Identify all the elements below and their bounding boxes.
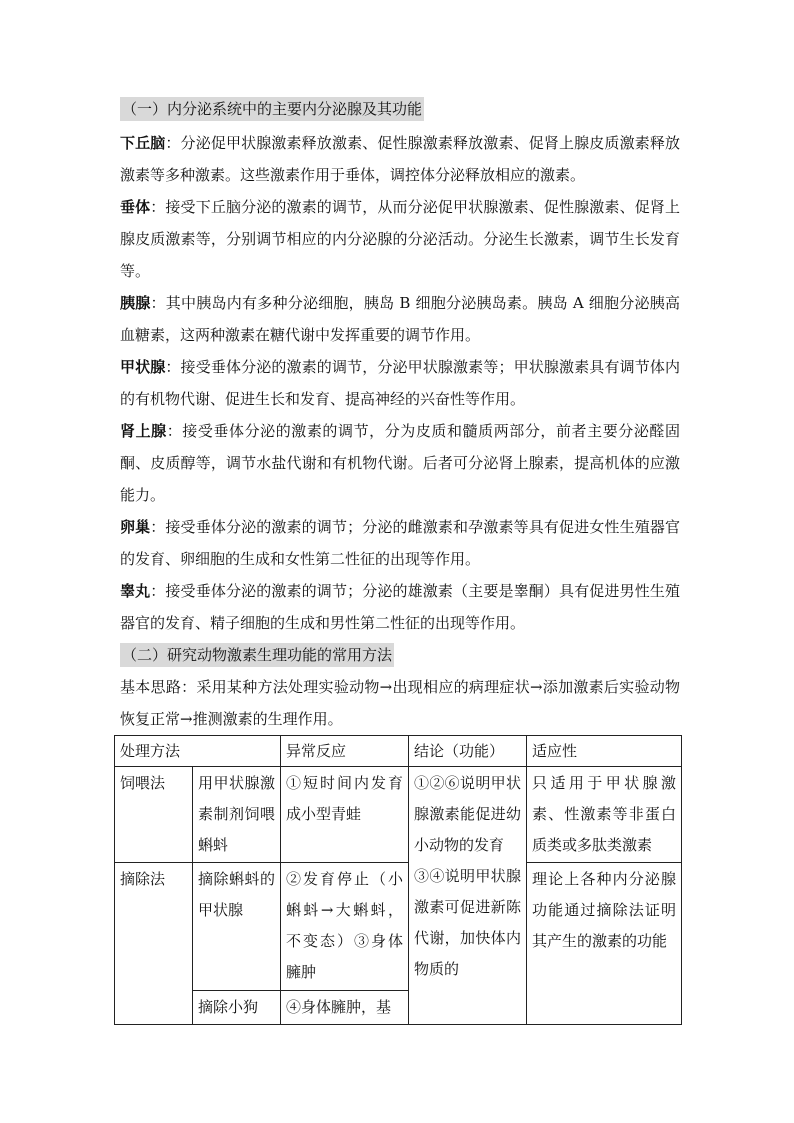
gland-term: 睾丸 xyxy=(120,582,151,600)
applicability-feeding: 只适用于甲状腺激素、性激素等非蛋白质类或多肽类激素 xyxy=(527,767,682,863)
gland-hypothalamus xyxy=(120,127,680,191)
gland-term: 肾上腺 xyxy=(120,422,167,440)
gland-ovary xyxy=(120,511,680,575)
gland-text: ：分泌促甲状腺激素释放激素、促性腺激素释放激素、促肾上腺皮质激素释放激素等多种激素。这些激素作用于垂体，调控体分泌释放相应的激素。 xyxy=(120,134,680,184)
treatment-removal-tadpole: 摘除蝌蚪的甲状腺 xyxy=(193,863,281,991)
section1-heading-wrap xyxy=(120,97,680,121)
header-applicability: 适应性 xyxy=(527,736,682,767)
method-removal: 摘除法 xyxy=(115,863,193,1025)
gland-thyroid xyxy=(120,351,680,415)
gland-text: ：接受垂体分泌的激素的调节；分泌的雌激素和孕激素等具有促进女性生殖器官的发育、卵细胞的生成和女性第二性征的出现等作用。 xyxy=(120,518,680,568)
gland-text: ：接受垂体分泌的激素的调节；分泌的雄激素（主要是睾酮）具有促进男性生殖器官的发育、精子细胞的生成和男性第二性征的出现等作用。 xyxy=(120,582,680,632)
table-header-row xyxy=(115,736,682,767)
gland-text: ：接受垂体分泌的激素的调节，分泌甲状腺激素等；甲状腺激素具有调节体内的有机物代谢、促进生长和发育、提高神经的兴奋性等作用。 xyxy=(120,358,680,408)
gland-text: ：接受垂体分泌的激素的调节，分为皮质和髓质两部分，前者主要分泌醛固酮、皮质醇等，调节水盐代谢和有机物代谢。后者可分泌肾上腺素，提高机体的应激能力。 xyxy=(120,422,680,504)
applicability-removal: 理论上各种内分泌腺功能通过摘除法证明其产生的激素的功能 xyxy=(527,863,682,1025)
gland-text: ：其中胰岛内有多种分泌细胞，胰岛 B 细胞分泌胰岛素。胰岛 A 细胞分泌胰高血糖素，这两种激素在糖代谢中发挥重要的调节作用。 xyxy=(120,294,680,344)
table-row-removal-tadpole xyxy=(115,863,682,991)
basic-idea: 基本思路：采用某种方法处理实验动物→出现相应的病理症状→添加激素后实验动物恢复正常→推测激素的生理作用。 xyxy=(120,678,680,728)
gland-term: 胰腺 xyxy=(120,294,151,312)
gland-pituitary xyxy=(120,191,680,287)
gland-term: 下丘脑 xyxy=(120,134,166,152)
reaction-removal-puppy: ④身体臃肿，基 xyxy=(281,991,409,1025)
section1-heading: （一）内分泌系统中的主要内分泌腺及其功能 xyxy=(120,97,424,121)
gland-term: 甲状腺 xyxy=(120,358,166,376)
gland-term: 卵巢 xyxy=(120,518,151,536)
section2-heading-wrap xyxy=(120,643,680,667)
conclusion-removal: ③④说明甲状腺激素可促进新陈代谢，加快体内物质的 xyxy=(414,867,522,978)
gland-adrenal xyxy=(120,415,680,511)
reaction-removal-tadpole: ②发育停止（小蝌蚪→大蝌蚪，不变态）③身体臃肿 xyxy=(281,863,409,991)
conclusion-cell xyxy=(409,767,527,1025)
gland-pancreas xyxy=(120,287,680,351)
table-row-feeding xyxy=(115,767,682,863)
header-method: 处理方法 xyxy=(115,736,281,767)
conclusion-feeding: ①②⑥说明甲状腺激素能促进幼小动物的发育 xyxy=(414,774,522,854)
method-feeding: 饲喂法 xyxy=(115,767,193,863)
header-conclusion: 结论（功能） xyxy=(409,736,527,767)
gland-text: ：接受下丘脑分泌的激素的调节，从而分泌促甲状腺激素、促性腺激素、促肾上腺皮质激素等，分别调节相应的内分泌腺的分泌活动。分泌生长激素，调节生长发育等。 xyxy=(120,198,680,280)
treatment-removal-puppy: 摘除小狗 xyxy=(193,991,281,1025)
reaction-feeding: ①短时间内发育成小型青蛙 xyxy=(281,767,409,863)
treatment-feeding: 用甲状腺激素制剂饲喂蝌蚪 xyxy=(193,767,281,863)
methods-table xyxy=(114,735,682,1025)
header-reaction: 异常反应 xyxy=(281,736,409,767)
gland-testis xyxy=(120,575,680,639)
document-content xyxy=(120,97,680,1025)
gland-term: 垂体 xyxy=(120,198,151,216)
section2-heading: （二）研究动物激素生理功能的常用方法 xyxy=(120,643,394,667)
